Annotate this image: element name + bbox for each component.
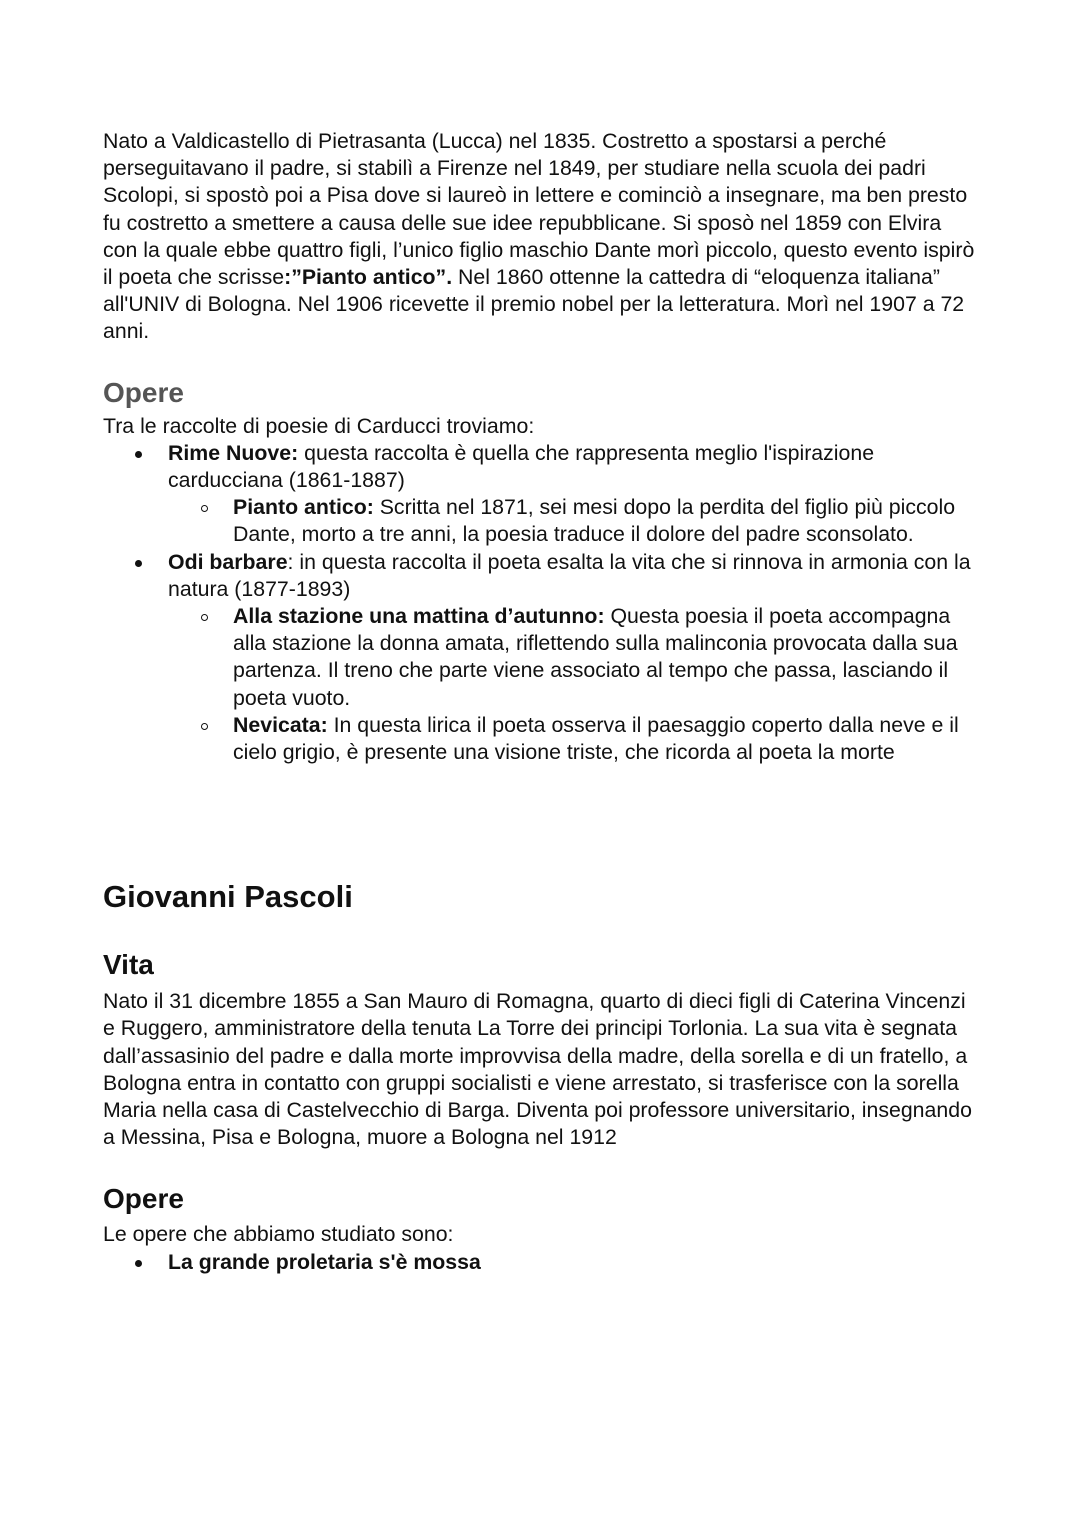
hollow-bullet-icon — [201, 614, 208, 621]
pascoli-works-list — [103, 1249, 980, 1276]
carducci-opere-heading: Opere — [103, 376, 184, 408]
pascoli-opere-heading: Opere — [103, 1183, 184, 1215]
carducci-collections-list — [103, 440, 980, 766]
collection-item: Odi barbare: in questa raccolta il poeta esalta la vita che si rinnova in armonia con la natura (1877-1893) Alla stazione una mattina d’autunno: Questa poesia il poeta accompagna alla stazione la donna amata, riflettendo sulla malinconia provocata dalla sua partenza. Il treno che parte viene associato al tempo che passa, lasciando il poeta vuoto. Nevicata: In questa lirica il poeta osserva il paesaggio coperto dalla neve e il cielo grigio, è presente una visione triste, che ricorda al poeta la morte — [168, 549, 980, 767]
pianto-antico-mention: :”Pianto antico”. — [284, 265, 453, 290]
poem-item: Alla stazione una mattina d’autunno: Questa poesia il poeta accompagna alla stazione la donna amata, riflettendo sulla malinconia provocata dalla sua partenza. Il treno che parte viene associato al tempo che passa, lasciando il poeta vuoto. — [233, 603, 980, 712]
pascoli-opere-intro: Le opere che abbiamo studiato sono: — [103, 1222, 454, 1247]
carducci-opere-intro: Tra le raccolte di poesie di Carducci troviamo: — [103, 413, 535, 438]
work-item: La grande proletaria s'è mossa — [168, 1249, 980, 1276]
hollow-bullet-icon — [201, 505, 208, 512]
bullet-icon — [135, 1260, 142, 1267]
pascoli-bio: Nato il 31 dicembre 1855 a San Mauro di Romagna, quarto di dieci figli di Caterina Vincenzi e Ruggero, amministratore della tenuta La Torre dei principi Torlonia. La sua vita è segnata dall’assasinio del padre e dalla morte improvvisa della madre, della sorella e di un fratello, a Bologna entra in contatto con gruppi socialisti e viene arrestato, si trasferisce con la sorella Maria nella casa di Castelvecchio di Barga. Diventa poi professore universitario, insegnando a Messina, Pisa e Bologna, muore a Bologna nel 1912 — [103, 989, 972, 1150]
poem-item: Nevicata: In questa lirica il poeta osserva il paesaggio coperto dalla neve e il cielo grigio, è presente una visione triste, che ricorda al poeta la morte — [233, 712, 980, 766]
poem-item: Pianto antico: Scritta nel 1871, sei mesi dopo la perdita del figlio più piccolo Dante, morto a tre anni, la poesia traduce il dolore del padre sconsolato. — [233, 494, 980, 548]
poems-list — [168, 603, 980, 766]
poems-list — [168, 494, 980, 548]
hollow-bullet-icon — [201, 723, 208, 730]
carducci-bio: Nato a Valdicastello di Pietrasanta (Lucca) nel 1835. Costretto a spostarsi a perché perseguitavano il padre, si stabilì a Firenze nel 1849, per studiare nella scuola dei padri Scolopi, si spostò poi a Pisa dove si laureò in lettere e cominciò a insegnare, ma ben presto fu costretto a smettere a causa delle sue idee repubblicane. Si sposò nel 1859 con Elvira con la quale ebbe quattro figli, l’unico figlio maschio Dante morì piccolo, questo evento ispirò il poeta che scrisse:”Pianto antico”. Nel 1860 ottenne la cattedra di “eloquenza italiana” all'UNIV di Bologna. Nel 1906 ricevette il premio nobel per la letteratura. Morì nel 1907 a 72 anni. — [103, 129, 975, 344]
pascoli-vita-heading: Vita — [103, 949, 154, 981]
bullet-icon — [135, 451, 142, 458]
pascoli-title: Giovanni Pascoli — [103, 879, 353, 915]
collection-item: Rime Nuove: questa raccolta è quella che rappresenta meglio l'ispirazione carducciana (1861-1887) Pianto antico: Scritta nel 1871, sei mesi dopo la perdita del figlio più piccolo Dante, morto a tre anni, la poesia traduce il dolore del padre sconsolato. — [168, 440, 980, 549]
bullet-icon — [135, 560, 142, 567]
